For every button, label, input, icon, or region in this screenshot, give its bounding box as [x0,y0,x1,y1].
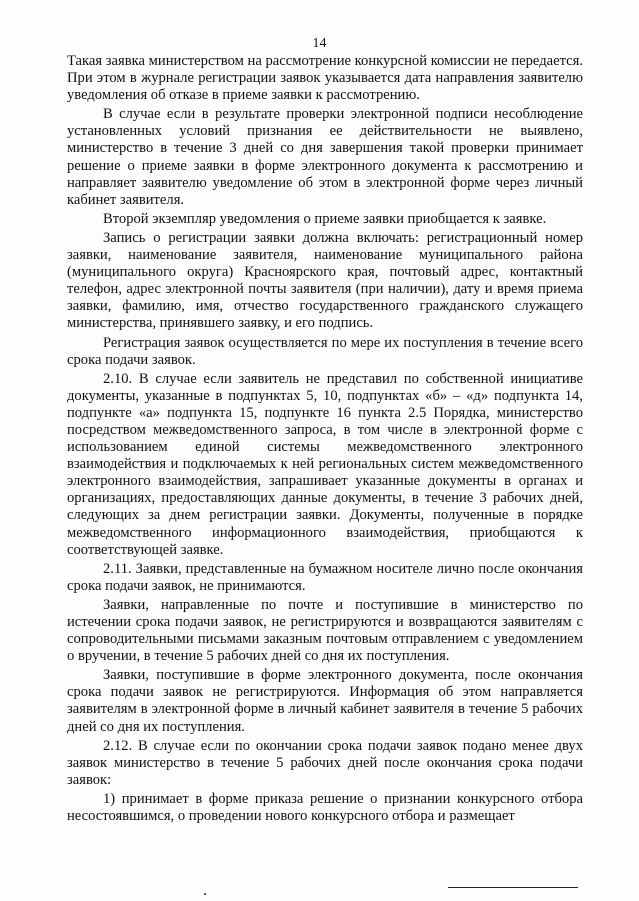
scan-speck [204,893,206,895]
page-number: 14 [312,36,327,51]
paragraph: Заявки, направленные по почте и поступившие в министерство по истечении срока подачи заявок, не регистрируются и возвращаются заявителям с сопроводительными письмами заказным почтовым отправлением с уведомлением о вручении, в течение 5 рабочих дней со дня их поступления. [67,596,583,665]
paragraph: 1) принимает в форме приказа решение о признании конкурсного отбора несостоявшимся, о проведении нового конкурсного отбора и размещает [67,790,583,825]
paragraph: Заявки, поступившие в форме электронного документа, после окончания срока подачи заявок не регистрируются. Информация об этом направляется заявителям в электронной форме в личный кабинет заявителя в течение 5 рабочих дней со дня их поступления. [67,667,583,735]
paragraph: 2.10. В случае если заявитель не представил по собственной инициативе документы, указанные в подпунктах 5, 10, подпунктах «б» – «д» подпункта 14, подпункте «а» подпункта 15, подпункте 16 пункта 2.5 Порядка, министерство посредством межведомственного запроса, в том числе в электронной форме с использованием единой системы межведомственного электронного взаимодействия и подключаемых к ней региональных систем межведомственного электронного взаимодействия, запрашивает указанные документы в органах и организациях, предоставляющих данные документы, в течение 3 рабочих дней, следующих за днем регистрации заявки. Документы, полученные в порядке межведомственного информационного взаимодействия, приобщаются к соответствующей заявке. [67,370,583,558]
paragraph: Второй экземпляр уведомления о приеме заявки приобщается к заявке. [103,210,547,227]
paragraph: В случае если в результате проверки электронной подписи несоблюдение установленных условий признания ее действительности не выявлено, министерство в течение 3 дней со дня завершения такой проверки принимает решение о приеме заявки в форме электронного документа к рассмотрению и направляет заявителю уведомление об этом в электронной форме через личный кабинет заявителя. [67,106,583,208]
paragraph: 2.11. Заявки, представленные на бумажном носителе лично после окончания срока подачи заявок, не принимаются. [67,560,583,594]
paragraph: Такая заявка министерством на рассмотрение конкурсной комиссии не передается. При этом в журнале регистрации заявок указывается дата направления заявителю уведомления об отказе в приеме заявки к рассмотрению. [67,53,583,104]
paragraph: 2.12. В случае если по окончании срока подачи заявок подано менее двух заявок министерство в течение 5 рабочих дней после окончания срока подачи заявок: [67,737,583,788]
document-body [67,53,583,827]
footer-rule [448,887,578,888]
paragraph: Запись о регистрации заявки должна включать: регистрационный номер заявки, наименование заявителя, наименование муниципального района (муниципального округа) Красноярского края, почтовый адрес, контактный телефон, адрес электронной почты заявителя (при наличии), дату и время приема заявки, фамилию, имя, отчество государственного гражданского служащего министерства, принявшего заявку, и его подпись. [67,229,583,332]
paragraph: Регистрация заявок осуществляется по мере их поступления в течение всего срока подачи заявок. [67,334,583,368]
